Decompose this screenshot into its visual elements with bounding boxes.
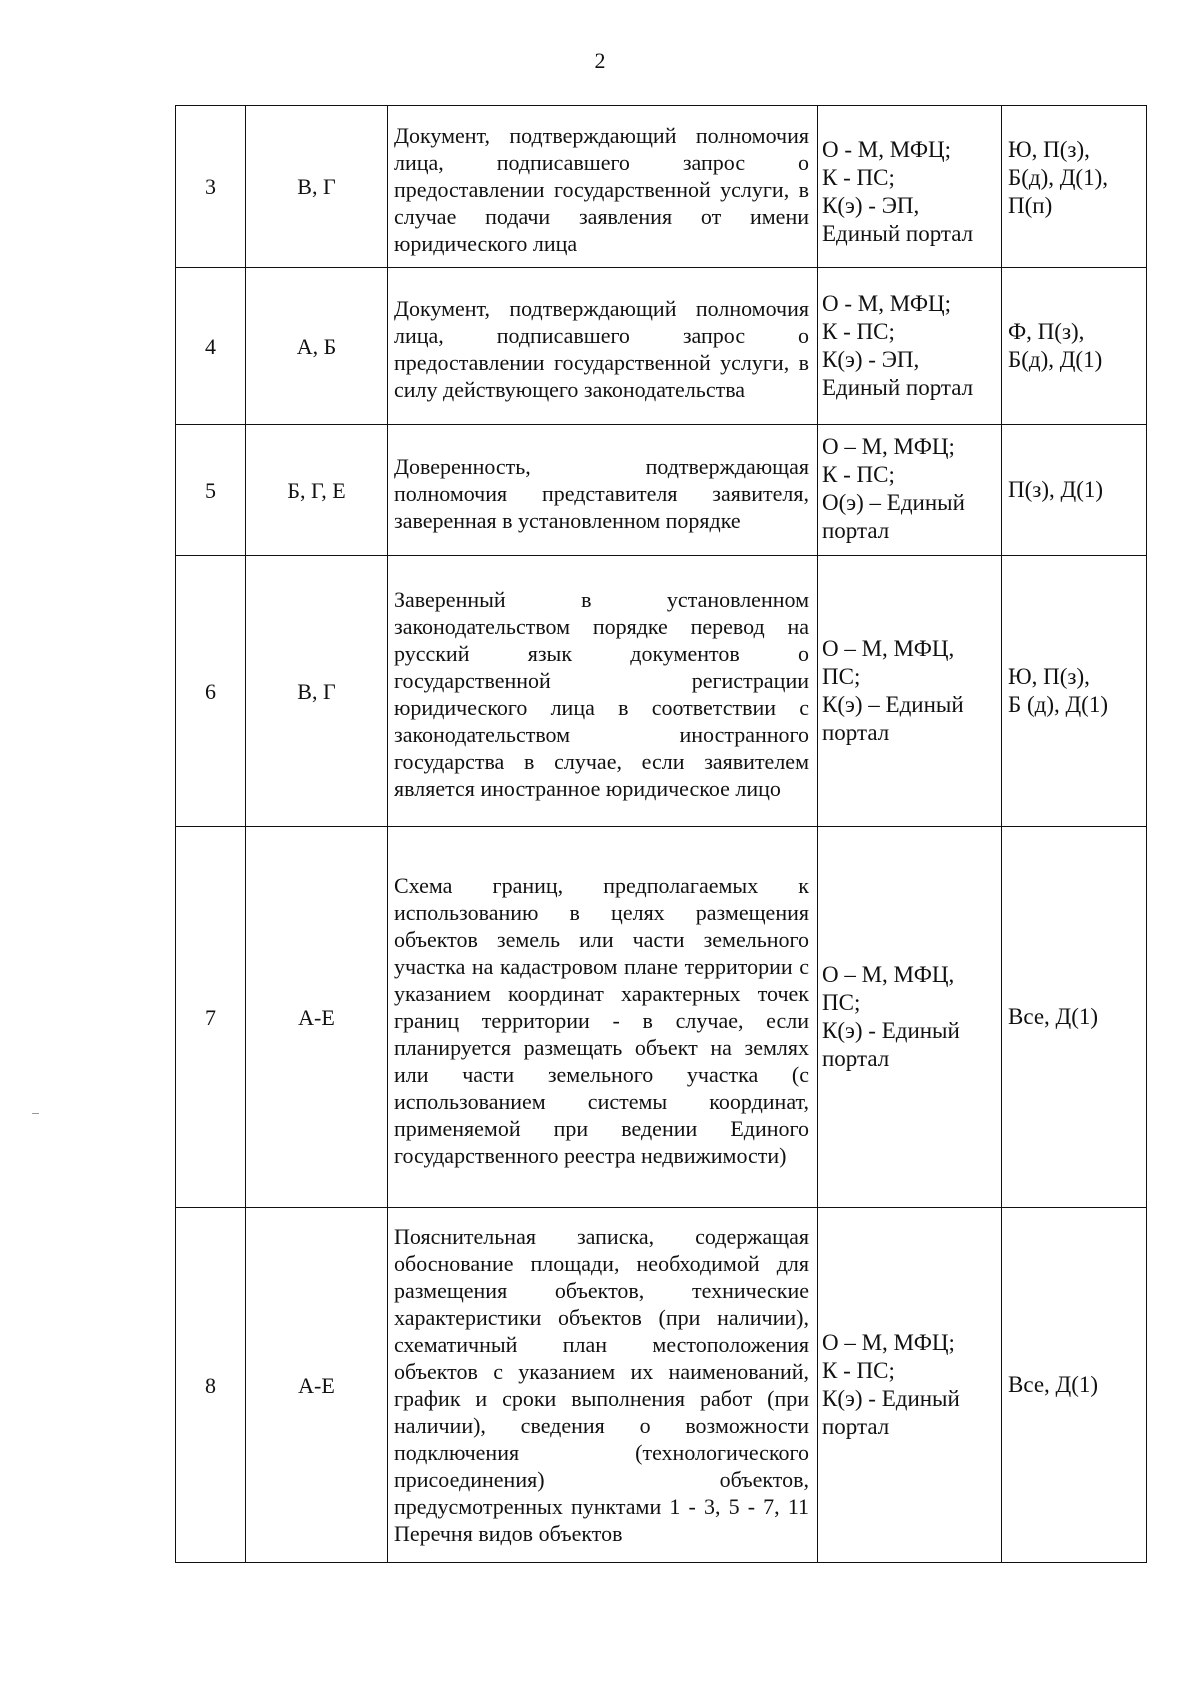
submission-line: О – М, МФЦ, xyxy=(822,636,955,661)
group-line: Б(д), Д(1) xyxy=(1008,347,1103,372)
row-number: 6 xyxy=(176,556,246,827)
submission-line: К - ПС; xyxy=(822,1358,895,1383)
submission-line: О – М, МФЦ, xyxy=(822,962,955,987)
submission-line: К(э) - Единый xyxy=(822,1386,960,1411)
submission-line: ПС; xyxy=(822,664,861,689)
table-row xyxy=(176,268,1147,425)
scan-artifact xyxy=(32,1113,39,1114)
submission-line: портал xyxy=(822,1414,890,1439)
page-number: 2 xyxy=(594,48,606,73)
submission-line: К(э) - Единый xyxy=(822,1018,960,1043)
submission-methods xyxy=(818,1208,1002,1563)
submission-line: О(э) – Единый xyxy=(822,490,965,515)
submission-line: портал xyxy=(822,720,890,745)
submission-line: О – М, МФЦ; xyxy=(822,1330,955,1355)
submission-line: портал xyxy=(822,518,890,543)
submission-line: Единый портал xyxy=(822,221,974,246)
applicant-categories: А-Е xyxy=(246,827,388,1208)
submission-methods xyxy=(818,827,1002,1208)
submission-line: К(э) - ЭП, xyxy=(822,347,920,372)
applicant-categories: В, Г xyxy=(246,556,388,827)
submission-line: К - ПС; xyxy=(822,165,895,190)
submission-line: К(э) - ЭП, xyxy=(822,193,920,218)
row-number: 5 xyxy=(176,425,246,556)
submission-line: Единый портал xyxy=(822,375,974,400)
applicant-categories: А, Б xyxy=(246,268,388,425)
table-row xyxy=(176,1208,1147,1563)
submission-methods xyxy=(818,556,1002,827)
applicant-categories: А-Е xyxy=(246,1208,388,1563)
table-row xyxy=(176,827,1147,1208)
applicant-groups xyxy=(1002,268,1147,425)
submission-line: К(э) – Единый xyxy=(822,692,964,717)
group-line: Ю, П(з), xyxy=(1008,664,1090,689)
table-row xyxy=(176,556,1147,827)
submission-methods xyxy=(818,106,1002,268)
documents-table xyxy=(175,105,1147,1563)
applicant-groups xyxy=(1002,1208,1147,1563)
submission-methods xyxy=(818,425,1002,556)
applicant-groups xyxy=(1002,827,1147,1208)
group-line: Ф, П(з), xyxy=(1008,319,1085,344)
submission-methods xyxy=(818,268,1002,425)
group-line: Все, Д(1) xyxy=(1008,1372,1099,1397)
submission-line: О - М, МФЦ; xyxy=(822,291,952,316)
applicant-groups xyxy=(1002,106,1147,268)
group-line: П(п) xyxy=(1008,193,1053,218)
group-line: Все, Д(1) xyxy=(1008,1004,1099,1029)
document-description: Доверенность, подтверждающая полномочия представителя заявителя, заверенная в установленном порядке xyxy=(388,425,818,556)
submission-line: О - М, МФЦ; xyxy=(822,137,952,162)
applicant-groups xyxy=(1002,425,1147,556)
submission-line: портал xyxy=(822,1046,890,1071)
submission-line: К - ПС; xyxy=(822,462,895,487)
row-number: 8 xyxy=(176,1208,246,1563)
group-line: П(з), Д(1) xyxy=(1008,477,1104,502)
document-description: Документ, подтверждающий полномочия лица, подписавшего запрос о предоставлении государственной услуги, в случае подачи заявления от имени юридического лица xyxy=(388,106,818,268)
document-description: Схема границ, предполагаемых к использованию в целях размещения объектов земель или части земельного участка на кадастровом плане территории с указанием координат характерных точек границ территории - в случае, если планируется размещать объект на землях или части земельного участка (с использованием системы координат, применяемой при ведении Единого государственного реестра недвижимости) xyxy=(388,827,818,1208)
table-row xyxy=(176,106,1147,268)
document-description: Заверенный в установленном законодательством порядке перевод на русский язык документов о государственной регистрации юридического лица в соответствии с законодательством иностранного государства в случае, если заявителем является иностранное юридическое лицо xyxy=(388,556,818,827)
applicant-categories: В, Г xyxy=(246,106,388,268)
submission-line: О – М, МФЦ; xyxy=(822,434,955,459)
row-number: 4 xyxy=(176,268,246,425)
table-row xyxy=(176,425,1147,556)
applicant-groups xyxy=(1002,556,1147,827)
applicant-categories: Б, Г, Е xyxy=(246,425,388,556)
row-number: 3 xyxy=(176,106,246,268)
group-line: Б(д), Д(1), xyxy=(1008,165,1108,190)
document-description: Пояснительная записка, содержащая обоснование площади, необходимой для размещения объектов, технические характеристики объектов (при наличии), схематичный план местоположения объектов с указанием их наименований, график и сроки выполнения работ (при наличии), сведения о возможности подключения (технологического присоединения) объектов, предусмотренных пунктами 1 - 3, 5 - 7, 11 Перечня видов объектов xyxy=(388,1208,818,1563)
document-description: Документ, подтверждающий полномочия лица, подписавшего запрос о предоставлении государственной услуги, в силу действующего законодательства xyxy=(388,268,818,425)
row-number: 7 xyxy=(176,827,246,1208)
group-line: Ю, П(з), xyxy=(1008,137,1090,162)
group-line: Б (д), Д(1) xyxy=(1008,692,1108,717)
submission-line: К - ПС; xyxy=(822,319,895,344)
submission-line: ПС; xyxy=(822,990,861,1015)
